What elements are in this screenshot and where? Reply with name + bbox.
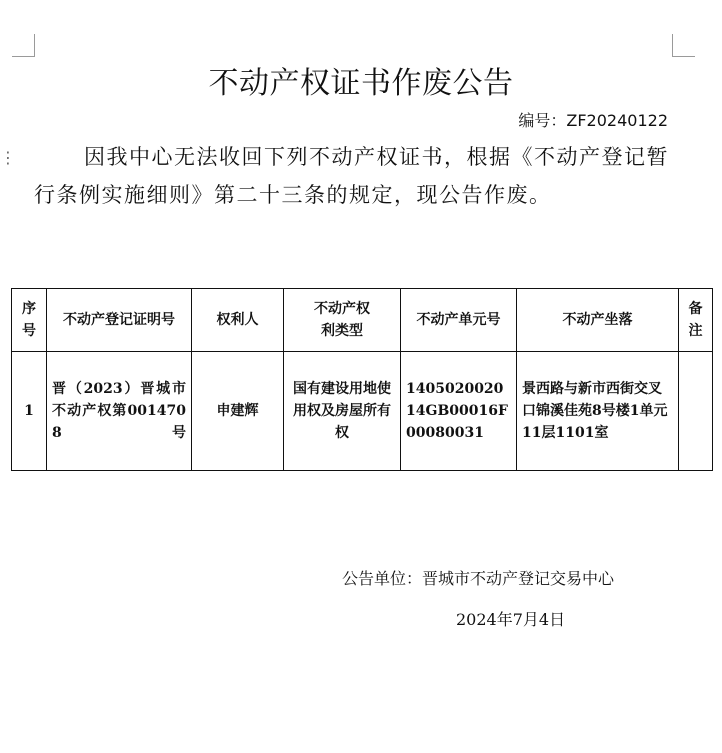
header-holder: 权利人 (192, 289, 284, 352)
cell-remark (679, 352, 713, 471)
cell-location: 景西路与新市西街交叉口锦溪佳苑8号楼1单元11层1101室 (517, 352, 679, 471)
page-corner-mark-top-right (672, 34, 695, 57)
page-corner-mark-top-left (12, 34, 35, 57)
cell-index: 1 (12, 352, 47, 471)
cell-right-type: 国有建设用地使用权及房屋所有权 (284, 352, 401, 471)
header-right-type: 不动产权利类型 (284, 289, 401, 352)
header-location: 不动产坐落 (517, 289, 679, 352)
table-header-row (12, 289, 713, 352)
cell-cert-number: 晋（2023）晋城市不动产权第0014708号 (47, 352, 192, 471)
notice-body-paragraph: 因我中心无法收回下列不动产权证书，根据《不动产登记暂行条例实施细则》第二十三条的规定，现公告作废。 (34, 145, 669, 207)
header-cert-number: 不动产登记证明号 (47, 289, 192, 352)
header-unit-number: 不动产单元号 (401, 289, 517, 352)
paragraph-marker-icon: ⋮ (0, 148, 16, 167)
document-number: 编号：ZF20240122 (518, 111, 668, 130)
cell-holder: 申建辉 (192, 352, 284, 471)
table-row (12, 352, 713, 471)
cell-unit-number: 140502002014GB00016F00080031 (401, 352, 517, 471)
header-index: 序号 (12, 289, 47, 352)
document-title: 不动产权证书作废公告 (208, 66, 514, 101)
notice-date: 2024年7月4日 (456, 610, 566, 629)
issuer-signature-line: 公告单位：晋城市不动产登记交易中心 (342, 569, 615, 588)
header-remark: 备注 (679, 289, 713, 352)
voided-certificates-table (11, 288, 713, 471)
